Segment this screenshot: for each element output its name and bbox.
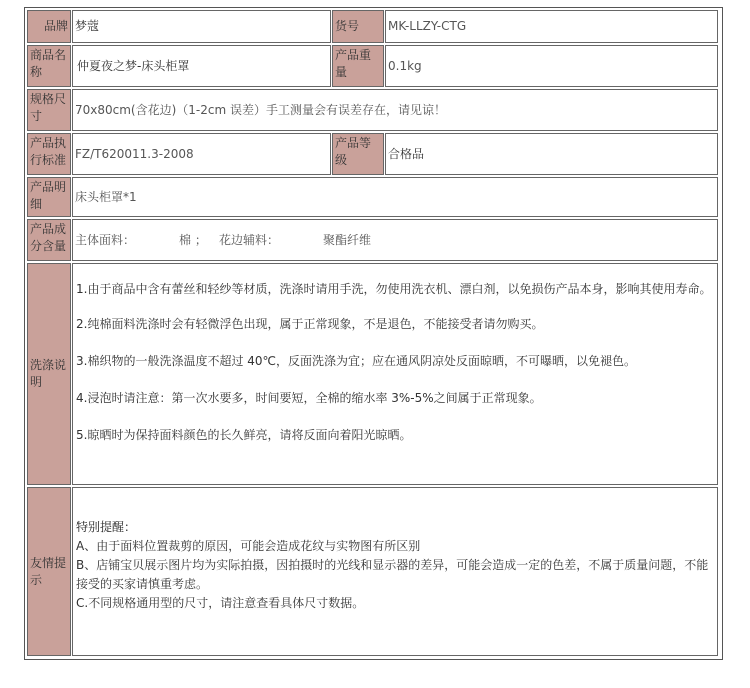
washing-instructions (72, 263, 718, 485)
brand-value (72, 10, 331, 43)
brand-value-text: 梦蔻 (75, 19, 100, 33)
detail-label (27, 177, 71, 217)
composition-label-text: 产品成分含量 (30, 222, 67, 253)
main-fabric-value: 棉 ； (179, 232, 207, 247)
main-fabric-label: 主体面料： (75, 232, 136, 247)
product-info-table (24, 7, 723, 660)
washing-label (27, 263, 71, 485)
composition-value (72, 219, 718, 261)
item-no-label (332, 10, 384, 43)
standard-label (27, 133, 71, 175)
composition-label (27, 219, 71, 261)
washing-item-3: 3.棉织物的一般洗涤温度不超过 40℃，反面洗涤为宜；应在通风阴凉处反面晾晒，不可曝晒，以免褪色。 (76, 354, 637, 368)
weight-value-text: 0.1kg (388, 58, 422, 73)
weight-value (385, 45, 718, 87)
washing-item-5: 5.晾晒时为保持面料颜色的长久鲜亮，请将反面向着阳光晾晒。 (76, 428, 412, 442)
tips-item-b: B、店铺宝贝展示图片均为实际拍摄，因拍摄时的光线和显示器的差异，可能会造成一定的色差，不属于质量问题，不能接受的买家请慎重考虑。 (76, 558, 709, 591)
lace-fabric-value: 聚酯纤维 (323, 232, 372, 247)
size-label (27, 89, 71, 131)
brand-label-text: 品牌 (43, 19, 68, 33)
size-value (72, 89, 718, 131)
washing-item-2: 2.纯棉面料洗涤时会有轻微浮色出现，属于正常现象，不是退色，不能接受者请勿购买。 (76, 317, 544, 331)
tips-label-text: 友情提示 (30, 555, 67, 587)
weight-label (332, 45, 384, 87)
detail-value (72, 177, 718, 217)
size-value-text: 70x80cm(含花边)（1-2cm 误差）手工测量会有误差存在，请见谅！ (75, 102, 446, 117)
grade-label-text: 产品等级 (335, 136, 372, 167)
product-name-label (27, 45, 71, 87)
item-no-value (385, 10, 718, 43)
tips-content (72, 487, 718, 656)
washing-item-4: 4.浸泡时请注意：第一次水要多，时间要短，全棉的缩水率 3%-5%之间属于正常现象。 (76, 391, 542, 405)
item-no-label-text: 货号 (335, 19, 360, 33)
product-name-label-text: 商品名称 (30, 48, 67, 79)
detail-value-text: 床头柜罩*1 (75, 189, 137, 204)
standard-value-text: FZ/T620011.3-2008 (75, 146, 194, 161)
item-no-value-text: MK-LLZY-CTG (388, 19, 467, 33)
product-name-value-text: 仲夏夜之梦-床头柜罩 (77, 58, 190, 73)
grade-value-text: 合格品 (388, 146, 425, 161)
brand-label (27, 10, 71, 43)
product-name-value (72, 45, 331, 87)
tips-heading: 特别提醒： (76, 520, 137, 534)
weight-label-text: 产品重量 (335, 48, 372, 79)
tips-item-a: A、由于面料位置裁剪的原因，可能会造成花纹与实物图有所区别 (76, 539, 421, 553)
standard-value (72, 133, 331, 175)
grade-label (332, 133, 384, 175)
washing-label-text: 洗涤说明 (30, 358, 67, 389)
size-label-text: 规格尺寸 (30, 92, 67, 123)
lace-fabric-label: 花边辅料： (219, 232, 280, 247)
tips-item-c: C.不同规格通用型的尺寸，请注意查看具体尺寸数据。 (76, 596, 365, 610)
grade-value (385, 133, 718, 175)
washing-item-1: 1.由于商品中含有蕾丝和轻纱等材质，洗涤时请用手洗，勿使用洗衣机、漂白剂，以免损伤产品本身，影响其使用寿命。 (76, 282, 712, 296)
standard-label-text: 产品执行标准 (30, 136, 67, 167)
tips-label (27, 487, 71, 656)
detail-label-text: 产品明细 (30, 180, 67, 211)
